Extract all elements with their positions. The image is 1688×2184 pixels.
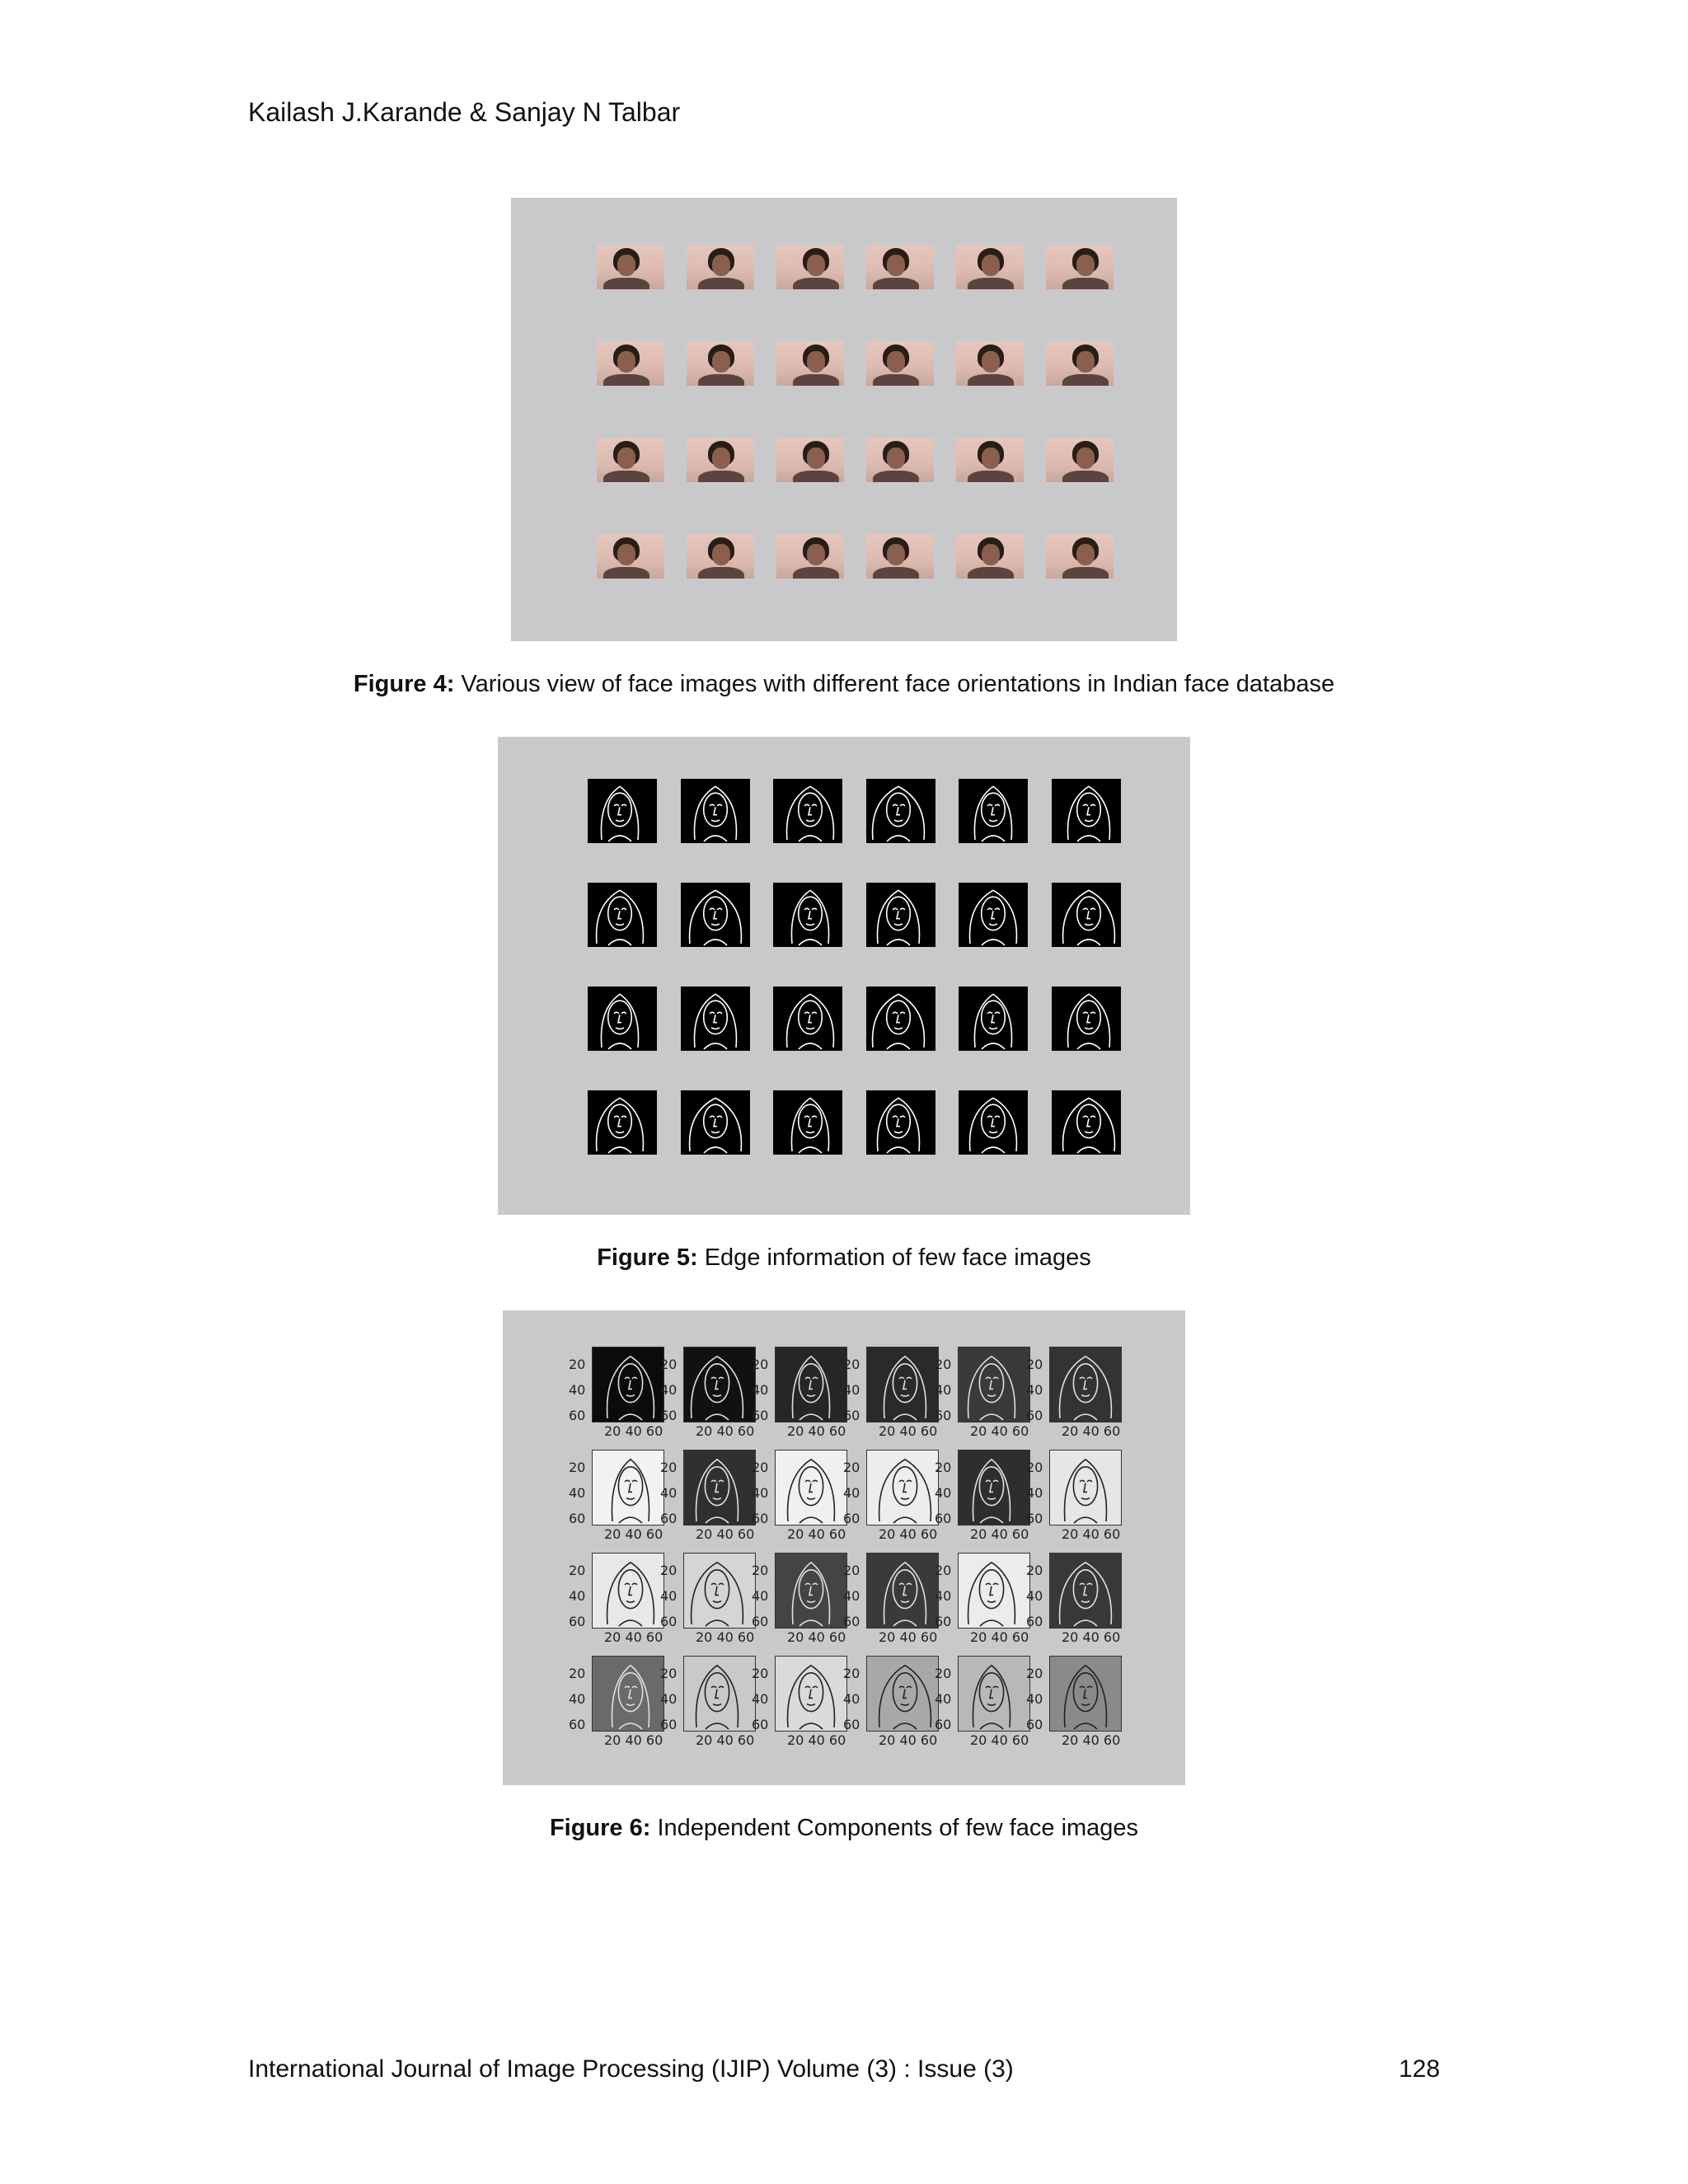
y-tick-label: 20 xyxy=(752,1666,769,1681)
y-tick-label: 60 xyxy=(752,1614,769,1629)
y-tick-label: 60 xyxy=(660,1614,678,1629)
x-tick-labels: 20 40 60 xyxy=(604,1629,663,1645)
edge-image xyxy=(681,987,750,1051)
y-tick-label: 60 xyxy=(752,1717,769,1732)
face-photo xyxy=(956,341,1024,386)
y-tick-label: 60 xyxy=(569,1614,586,1629)
ic-image xyxy=(1049,1656,1122,1732)
y-tick-label: 20 xyxy=(752,1563,769,1578)
ic-image xyxy=(866,1450,939,1526)
edge-image xyxy=(588,987,657,1051)
y-tick-label: 40 xyxy=(843,1588,860,1604)
x-tick-labels: 20 40 60 xyxy=(696,1629,755,1645)
edge-image xyxy=(866,987,935,1051)
y-tick-label: 60 xyxy=(935,1408,952,1423)
y-tick-label: 60 xyxy=(660,1408,678,1423)
x-tick-labels: 20 40 60 xyxy=(879,1526,938,1542)
face-photo xyxy=(1046,534,1114,579)
edge-image xyxy=(588,883,657,947)
x-tick-labels: 20 40 60 xyxy=(696,1732,755,1748)
x-tick-labels: 20 40 60 xyxy=(1062,1629,1121,1645)
y-tick-label: 40 xyxy=(752,1382,769,1398)
y-tick-label: 40 xyxy=(569,1691,586,1707)
edge-image xyxy=(773,883,842,947)
y-tick-label: 40 xyxy=(843,1382,860,1398)
ic-image xyxy=(592,1347,664,1422)
edge-image xyxy=(1052,779,1121,843)
face-photo xyxy=(597,438,664,482)
ic-image xyxy=(958,1450,1030,1526)
y-tick-label: 20 xyxy=(569,1357,586,1372)
y-tick-label: 60 xyxy=(660,1717,678,1732)
face-photo xyxy=(956,245,1024,289)
y-tick-label: 60 xyxy=(843,1614,860,1629)
x-tick-labels: 20 40 60 xyxy=(1062,1423,1121,1439)
ic-image xyxy=(958,1656,1030,1732)
x-tick-labels: 20 40 60 xyxy=(604,1526,663,1542)
y-tick-label: 60 xyxy=(569,1717,586,1732)
y-tick-label: 20 xyxy=(843,1460,860,1475)
ic-image xyxy=(1049,1347,1122,1422)
edge-image xyxy=(773,987,842,1051)
edge-image xyxy=(1052,883,1121,947)
y-tick-label: 60 xyxy=(935,1717,952,1732)
y-tick-label: 20 xyxy=(935,1563,952,1578)
ic-image xyxy=(775,1656,847,1732)
x-tick-labels: 20 40 60 xyxy=(1062,1732,1121,1748)
edge-image xyxy=(773,779,842,843)
x-tick-labels: 20 40 60 xyxy=(787,1526,846,1542)
y-tick-label: 20 xyxy=(1026,1563,1043,1578)
edge-image xyxy=(959,987,1028,1051)
y-tick-label: 20 xyxy=(752,1357,769,1372)
y-tick-label: 20 xyxy=(935,1357,952,1372)
y-tick-label: 40 xyxy=(660,1382,678,1398)
y-tick-label: 20 xyxy=(752,1460,769,1475)
y-tick-label: 60 xyxy=(569,1511,586,1526)
edge-image xyxy=(959,779,1028,843)
y-tick-label: 60 xyxy=(1026,1511,1043,1526)
face-photo xyxy=(1046,245,1114,289)
figure-6-caption xyxy=(0,1815,1688,1842)
x-tick-labels: 20 40 60 xyxy=(970,1423,1029,1439)
x-tick-labels: 20 40 60 xyxy=(787,1423,846,1439)
y-tick-label: 40 xyxy=(935,1588,952,1604)
ic-image xyxy=(1049,1450,1122,1526)
y-tick-label: 20 xyxy=(660,1666,678,1681)
y-tick-label: 40 xyxy=(935,1691,952,1707)
figure-5-panel xyxy=(498,737,1190,1215)
figure-6-caption-text: Independent Components of few face images xyxy=(650,1815,1139,1841)
footer-page-number: 128 xyxy=(1399,2055,1441,2083)
y-tick-label: 40 xyxy=(843,1691,860,1707)
face-photo xyxy=(866,438,934,482)
y-tick-label: 60 xyxy=(1026,1408,1043,1423)
figure-5-label: Figure 5: xyxy=(597,1244,698,1271)
face-photo xyxy=(776,245,844,289)
figure-4-label: Figure 4: xyxy=(353,671,455,697)
y-tick-label: 40 xyxy=(752,1691,769,1707)
y-tick-label: 40 xyxy=(569,1485,586,1501)
face-photo xyxy=(597,341,664,386)
figure-4-panel xyxy=(511,198,1177,641)
face-photo xyxy=(1046,341,1114,386)
face-photo xyxy=(776,534,844,579)
y-tick-label: 20 xyxy=(843,1666,860,1681)
y-tick-label: 60 xyxy=(752,1511,769,1526)
x-tick-labels: 20 40 60 xyxy=(970,1526,1029,1542)
y-tick-label: 40 xyxy=(1026,1588,1043,1604)
edge-image xyxy=(681,779,750,843)
ic-image xyxy=(866,1553,939,1629)
y-tick-label: 20 xyxy=(569,1563,586,1578)
face-photo xyxy=(866,341,934,386)
x-tick-labels: 20 40 60 xyxy=(879,1629,938,1645)
ic-image xyxy=(683,1553,756,1629)
y-tick-label: 20 xyxy=(935,1460,952,1475)
y-tick-label: 20 xyxy=(660,1460,678,1475)
y-tick-label: 60 xyxy=(660,1511,678,1526)
x-tick-labels: 20 40 60 xyxy=(787,1629,846,1645)
face-photo xyxy=(597,534,664,579)
x-tick-labels: 20 40 60 xyxy=(879,1732,938,1748)
ic-image xyxy=(592,1656,664,1732)
ic-image xyxy=(592,1450,664,1526)
edge-image xyxy=(959,883,1028,947)
y-tick-label: 40 xyxy=(1026,1382,1043,1398)
x-tick-labels: 20 40 60 xyxy=(696,1526,755,1542)
y-tick-label: 40 xyxy=(752,1485,769,1501)
ic-image xyxy=(958,1553,1030,1629)
figure-5-caption-text: Edge information of few face images xyxy=(697,1244,1091,1271)
y-tick-label: 40 xyxy=(569,1382,586,1398)
x-tick-labels: 20 40 60 xyxy=(787,1732,846,1748)
x-tick-labels: 20 40 60 xyxy=(879,1423,938,1439)
y-tick-label: 40 xyxy=(660,1485,678,1501)
ic-image xyxy=(1049,1553,1122,1629)
face-photo xyxy=(687,341,754,386)
edge-image xyxy=(1052,987,1121,1051)
y-tick-label: 20 xyxy=(660,1563,678,1578)
ic-image xyxy=(683,1656,756,1732)
face-photo xyxy=(866,534,934,579)
face-photo xyxy=(597,245,664,289)
y-tick-label: 20 xyxy=(660,1357,678,1372)
face-photo xyxy=(776,341,844,386)
footer-journal: International Journal of Image Processing (IJIP) Volume (3) : Issue (3) xyxy=(248,2055,1014,2083)
y-tick-label: 60 xyxy=(569,1408,586,1423)
ic-image xyxy=(775,1553,847,1629)
y-tick-label: 60 xyxy=(752,1408,769,1423)
face-photo xyxy=(1046,438,1114,482)
edge-image xyxy=(866,779,935,843)
y-tick-label: 40 xyxy=(752,1588,769,1604)
edge-image xyxy=(588,779,657,843)
ic-image xyxy=(866,1656,939,1732)
x-tick-labels: 20 40 60 xyxy=(604,1423,663,1439)
y-tick-label: 20 xyxy=(1026,1460,1043,1475)
y-tick-label: 40 xyxy=(935,1485,952,1501)
y-tick-label: 20 xyxy=(843,1357,860,1372)
x-tick-labels: 20 40 60 xyxy=(970,1732,1029,1748)
face-photo xyxy=(687,438,754,482)
y-tick-label: 40 xyxy=(935,1382,952,1398)
y-tick-label: 60 xyxy=(1026,1614,1043,1629)
y-tick-label: 60 xyxy=(843,1717,860,1732)
figure-6-label: Figure 6: xyxy=(549,1815,651,1841)
x-tick-labels: 20 40 60 xyxy=(1062,1526,1121,1542)
figure-4-caption-text: Various view of face images with different face orientations in Indian face database xyxy=(454,671,1335,697)
y-tick-label: 20 xyxy=(843,1563,860,1578)
ic-image xyxy=(958,1347,1030,1422)
x-tick-labels: 20 40 60 xyxy=(970,1629,1029,1645)
edge-image xyxy=(1052,1090,1121,1155)
ic-image xyxy=(592,1553,664,1629)
y-tick-label: 20 xyxy=(569,1460,586,1475)
y-tick-label: 60 xyxy=(843,1408,860,1423)
y-tick-label: 20 xyxy=(1026,1357,1043,1372)
y-tick-label: 60 xyxy=(935,1511,952,1526)
y-tick-label: 20 xyxy=(935,1666,952,1681)
figure-5-caption xyxy=(0,1244,1688,1272)
figure-4-caption xyxy=(0,671,1688,698)
edge-image xyxy=(681,883,750,947)
y-tick-label: 40 xyxy=(843,1485,860,1501)
edge-image xyxy=(959,1090,1028,1155)
face-photo xyxy=(956,438,1024,482)
face-photo xyxy=(866,245,934,289)
ic-image xyxy=(866,1347,939,1422)
y-tick-label: 40 xyxy=(660,1588,678,1604)
x-tick-labels: 20 40 60 xyxy=(604,1732,663,1748)
edge-image xyxy=(681,1090,750,1155)
y-tick-label: 40 xyxy=(660,1691,678,1707)
edge-image xyxy=(866,1090,935,1155)
y-tick-label: 60 xyxy=(843,1511,860,1526)
y-tick-label: 40 xyxy=(1026,1485,1043,1501)
face-photo xyxy=(776,438,844,482)
y-tick-label: 60 xyxy=(935,1614,952,1629)
running-header: Kailash J.Karande & Sanjay N Talbar xyxy=(248,97,681,127)
y-tick-label: 60 xyxy=(1026,1717,1043,1732)
ic-image xyxy=(775,1347,847,1422)
y-tick-label: 20 xyxy=(1026,1666,1043,1681)
ic-image xyxy=(683,1450,756,1526)
x-tick-labels: 20 40 60 xyxy=(696,1423,755,1439)
ic-image xyxy=(775,1450,847,1526)
edge-image xyxy=(588,1090,657,1155)
y-tick-label: 40 xyxy=(569,1588,586,1604)
y-tick-label: 20 xyxy=(569,1666,586,1681)
edge-image xyxy=(866,883,935,947)
edge-image xyxy=(773,1090,842,1155)
face-photo xyxy=(687,534,754,579)
face-photo xyxy=(956,534,1024,579)
face-photo xyxy=(687,245,754,289)
ic-image xyxy=(683,1347,756,1422)
figure-6-panel xyxy=(503,1310,1185,1785)
y-tick-label: 40 xyxy=(1026,1691,1043,1707)
